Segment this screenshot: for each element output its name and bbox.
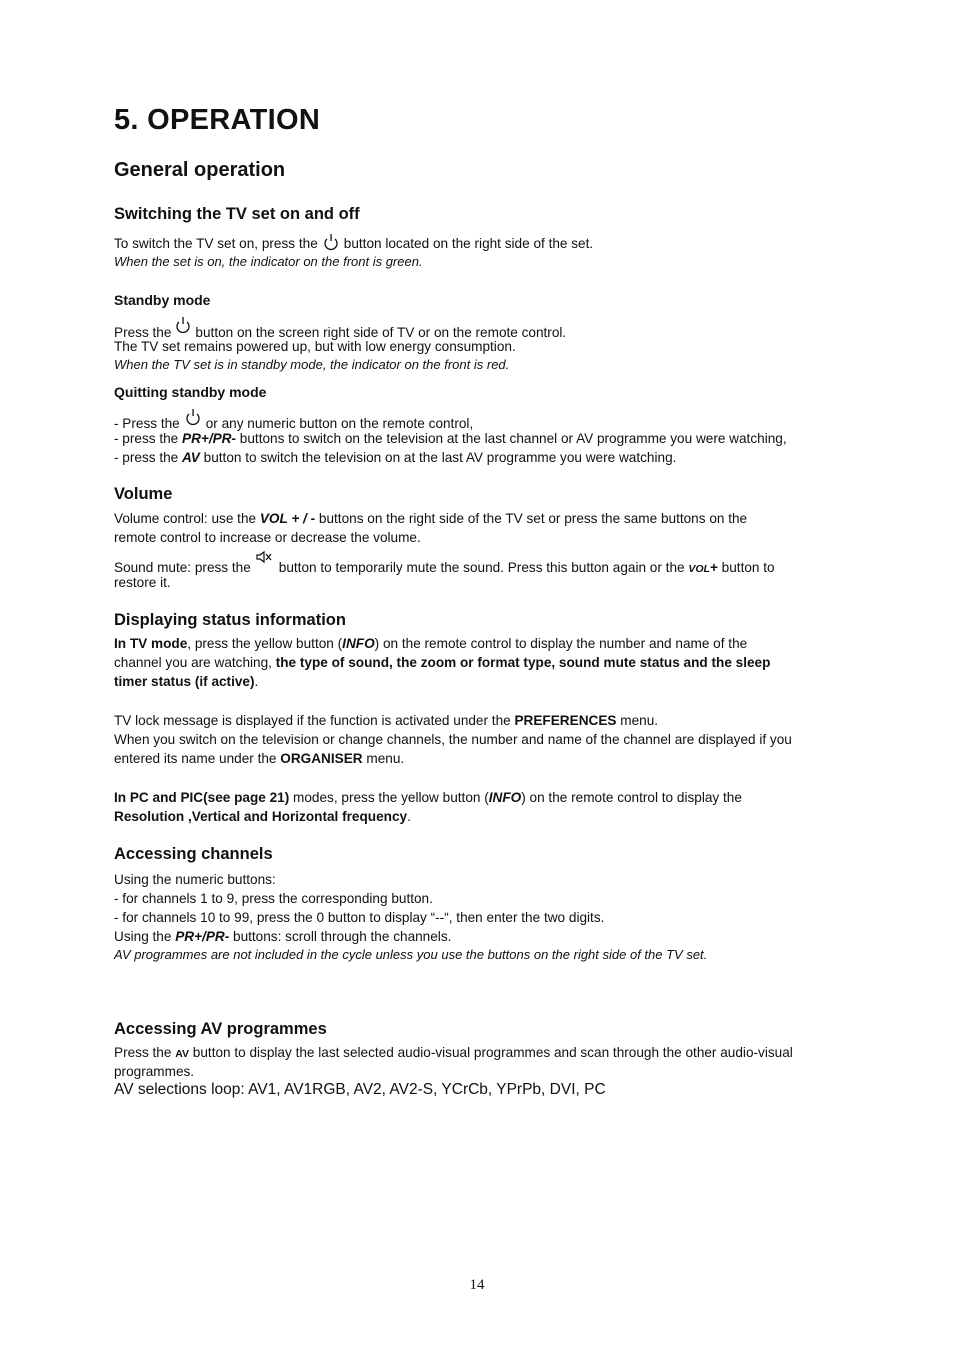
paragraph-quitting-3 [114,448,676,467]
text-span: button located on the right side of the set. [343,236,594,251]
subsection-title-standby: Standby mode [114,292,211,308]
text-span: channel you are watching, [114,655,276,670]
text-span: button on the screen right side of TV or on the remote control. [195,325,567,340]
text-span: Volume control: use the [114,511,260,526]
mute-icon [255,550,273,568]
text-span: Press the [114,1045,176,1060]
text-span: timer status (if active) [114,674,255,689]
text-span: entered its name under the [114,751,281,766]
paragraph-status-4 [114,711,658,730]
text-span: - press the [114,450,182,465]
paragraph-switching-line [114,233,593,253]
text-span: ) on the remote control to display the number and name of the [374,636,748,651]
av-button-label: AV [175,1048,190,1060]
note-channels: AV programmes are not included in the cycle unless you use the buttons on the right side of the TV set. [114,947,708,962]
note-standby: When the TV set is in standby mode, the indicator on the front is red. [114,357,510,372]
chapter-title: 5. OPERATION [114,104,321,136]
vol-plus: + [709,560,718,575]
paragraph-channels-4 [114,927,451,946]
page-number: 14 [469,1277,485,1293]
text-span: menu. [616,713,659,728]
subsection-title-status: Displaying status information [114,611,346,629]
text-span: In TV mode [114,636,188,651]
paragraph-standby-power: The TV set remains powered up, but with low energy consumption. [114,339,516,354]
subsection-title-switching: Switching the TV set on and off [114,205,360,223]
info-button-label: INFO [342,636,375,651]
paragraph-av-loop: AV selections loop: AV1, AV1RGB, AV2, AV2-S, YCrCb, YPrPb, DVI, PC [114,1081,606,1098]
paragraph-status-8 [114,807,411,826]
paragraph-status-5: When you switch on the television or change channels, the number and name of the channel are displayed if you [114,732,792,747]
text-span: button to [717,560,775,575]
pr-button-label: PR+/PR- [175,929,230,944]
subsection-title-quitting: Quitting standby mode [114,384,267,400]
paragraph-status-6 [114,749,404,768]
text-span: - press the [114,431,182,446]
text-span: or any numeric button on the remote control, [205,416,474,431]
text-span: In PC and PIC(see page 21) [114,790,290,805]
power-icon [184,408,202,426]
note-switching: When the set is on, the indicator on the front is green. [114,254,423,269]
paragraph-status-7 [114,788,742,807]
paragraph-volume-4: restore it. [114,575,171,590]
text-span: menu. [362,751,405,766]
text-span: - Press the [114,416,180,431]
paragraph-status-2 [114,653,770,672]
text-span: the type of sound, the zoom or format type, sound mute status and the sleep [275,655,771,670]
paragraph-volume-3 [114,550,775,579]
subsection-title-channels: Accessing channels [114,845,273,863]
text-span: TV lock message is displayed if the function is activated under the [114,713,515,728]
power-icon [174,316,192,334]
paragraph-channels-2: - for channels 1 to 9, press the corresponding button. [114,891,433,906]
paragraph-status-3 [114,672,258,691]
text-span: buttons: scroll through the channels. [229,929,452,944]
power-icon [322,233,340,251]
text-span: . [254,674,259,689]
info-button-label: INFO [488,790,522,805]
paragraph-channels-3: - for channels 10 to 99, press the 0 button to display “--“, then enter the two digits. [114,910,605,925]
text-span: Resolution ,Vertical and Horizontal frequency [114,809,408,824]
text-span: ) on the remote control to display the [521,790,742,805]
text-span: . [407,809,411,824]
pr-button-label: PR+/PR- [182,431,237,446]
text-span: buttons on the right side of the TV set or press the same buttons on the [315,511,748,526]
text-span: Press the [114,325,172,340]
vol-button-label: VOL + / - [259,511,316,526]
text-span: buttons to switch on the television at the last channel or AV programme you were watching, [236,431,787,446]
text-span: To switch the TV set on, press the [114,236,318,251]
paragraph-av-2: programmes. [114,1064,195,1079]
subsection-title-av: Accessing AV programmes [114,1020,327,1038]
text-span: modes, press the yellow button ( [289,790,489,805]
av-button-label: AV [182,450,200,465]
text-span: button to display the last selected audio-visual programmes and scan through the other audio-visual [189,1045,793,1060]
paragraph-quitting-2 [114,429,787,448]
vol-small-label: VOL [688,563,710,575]
paragraph-channels-1: Using the numeric buttons: [114,872,276,887]
section-title-general: General operation [114,159,286,181]
text-span: Using the [114,929,176,944]
menu-name-preferences: PREFERENCES [514,713,617,728]
menu-name-organiser: ORGANISER [280,751,363,766]
paragraph-av-1 [114,1043,793,1064]
text-span: , press the yellow button ( [187,636,343,651]
text-span: button to switch the television on at the last AV programme you were watching. [199,450,677,465]
paragraph-status-1 [114,634,747,653]
subsection-title-volume: Volume [114,485,173,503]
paragraph-volume-2: remote control to increase or decrease the volume. [114,530,421,545]
text-span: Sound mute: press the [114,560,251,575]
text-span: button to temporarily mute the sound. Press this button again or the [278,560,689,575]
paragraph-volume-1 [114,509,747,528]
